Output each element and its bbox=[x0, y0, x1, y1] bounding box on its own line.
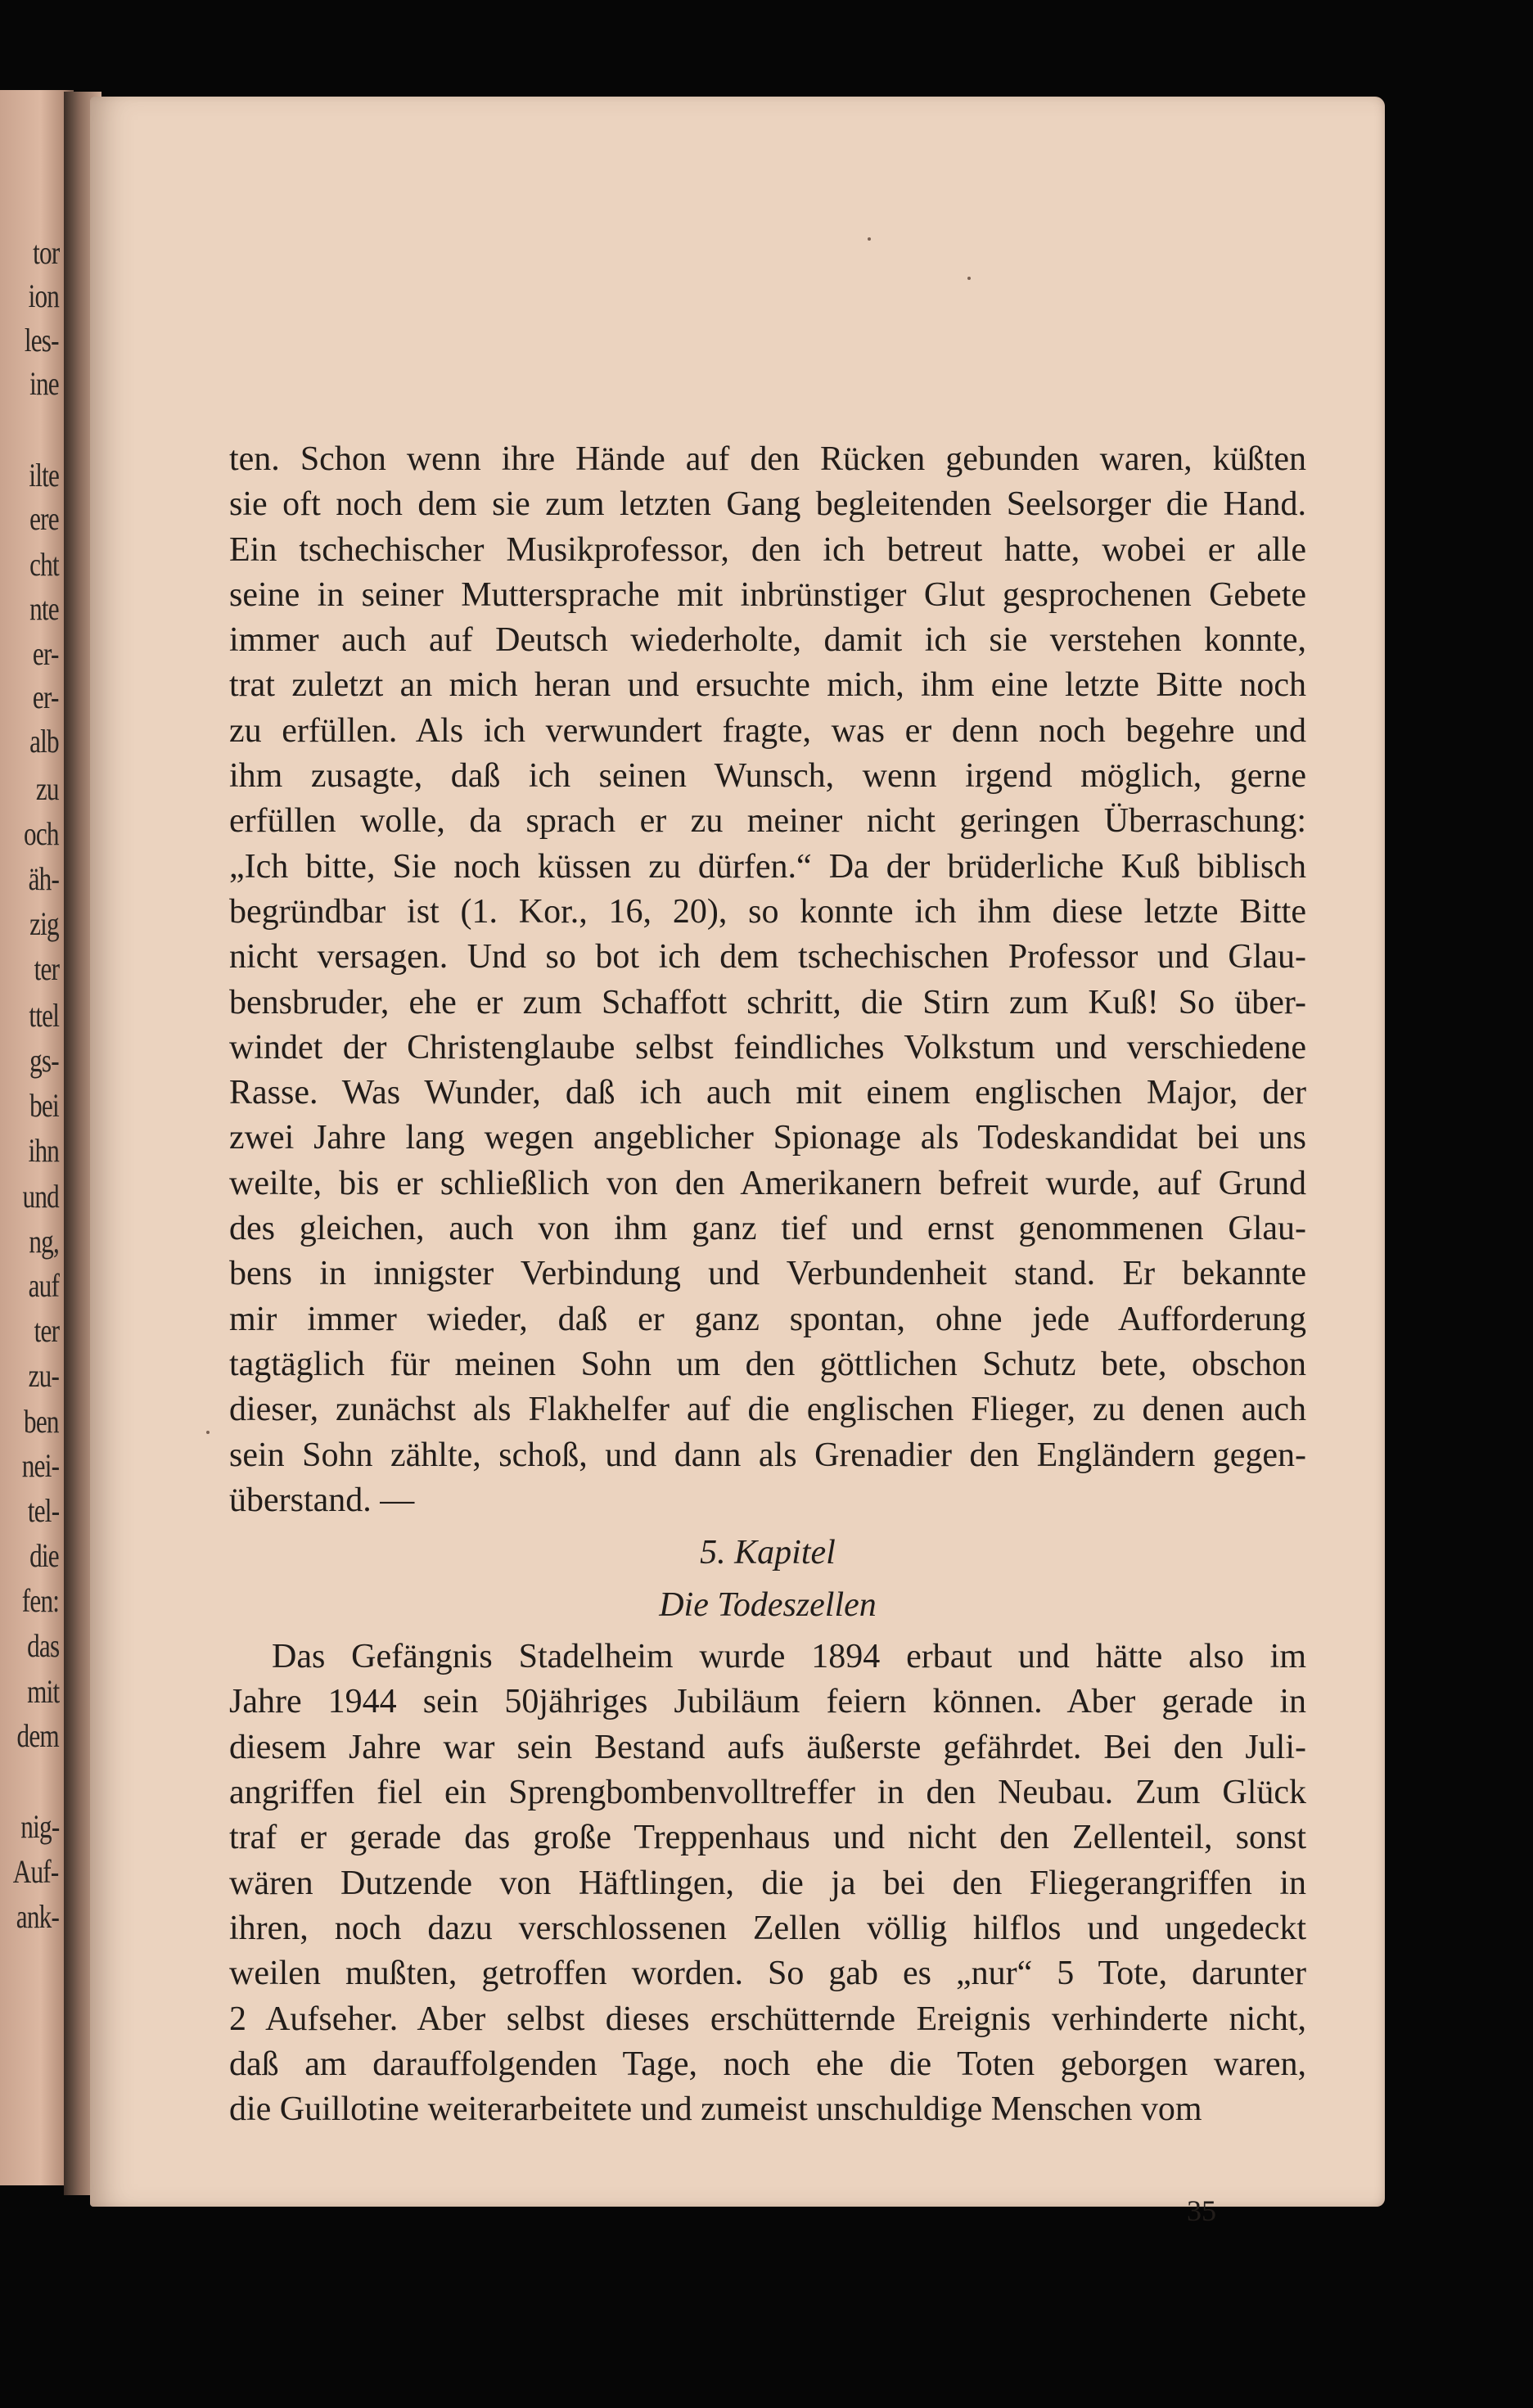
text-line: sein Sohn zählte, schoß, und dann als Grenadier den Engländern gegen- bbox=[229, 1436, 1306, 1474]
text-line: ihm zusagte, daß ich seinen Wunsch, wenn irgend möglich, gerne bbox=[229, 757, 1306, 796]
left-page-edge bbox=[0, 90, 74, 2185]
text-line: die Guillotine weiterarbeitete und zumeist unschuldige Menschen vom bbox=[229, 2090, 1202, 2129]
left-page-word: ihn bbox=[28, 1132, 59, 1169]
left-page-word: ttel bbox=[29, 997, 59, 1034]
left-page-word: zu bbox=[36, 770, 59, 807]
text-line: diesem Jahre war sein Bestand aufs äußerste gefährdet. Bei den Juli- bbox=[229, 1728, 1306, 1766]
left-page-word: zig bbox=[29, 905, 59, 942]
left-page-word: er- bbox=[33, 679, 59, 715]
paper-speck bbox=[967, 277, 971, 280]
text-line: erfüllen wolle, da sprach er zu meiner nicht geringen Überraschung: bbox=[229, 802, 1306, 841]
chapter-number: 5. Kapitel bbox=[700, 1534, 836, 1572]
text-line: überstand. — bbox=[229, 1481, 415, 1519]
right-page bbox=[90, 97, 1385, 2227]
left-page-word: zu- bbox=[28, 1357, 59, 1394]
text-line: bensbruder, ehe er zum Schaffott schritt, die Stirn zum Kuß! So über- bbox=[229, 983, 1306, 1021]
left-page-word: ere bbox=[29, 500, 59, 537]
left-page-word: alb bbox=[29, 723, 59, 760]
text-line: des gleichen, auch von ihm ganz tief und ernst genommenen Glau- bbox=[229, 1210, 1306, 1248]
left-page-word: ter bbox=[34, 1312, 59, 1349]
left-page-word: ben bbox=[24, 1403, 59, 1440]
text-line: seine in seiner Muttersprache mit inbrünstiger Glut gesprochenen Gebete bbox=[229, 575, 1306, 614]
left-page-word: nig- bbox=[20, 1808, 59, 1845]
left-page-word: das bbox=[26, 1627, 59, 1664]
left-page-word: tel- bbox=[27, 1492, 59, 1529]
text-line: bens in innigster Verbindung und Verbundenheit stand. Er bekannte bbox=[229, 1255, 1306, 1293]
text-line: Ein tschechischer Musikprofessor, den ich betreut hatte, wobei er alle bbox=[229, 530, 1306, 569]
left-page-word: äh- bbox=[28, 860, 59, 897]
text-line: ten. Schon wenn ihre Hände auf den Rücken gebunden waren, küßten bbox=[229, 440, 1306, 478]
left-page-word: dem bbox=[16, 1717, 59, 1754]
text-line: begründbar ist (1. Kor., 16, 20), so konnte ich ihm diese letzte Bitte bbox=[229, 892, 1306, 931]
left-page-word: und bbox=[22, 1178, 59, 1215]
left-page-word: Auf- bbox=[13, 1853, 59, 1890]
left-page-word: gs- bbox=[29, 1042, 59, 1079]
left-page-word: nte bbox=[29, 590, 59, 627]
text-line: tagtäglich für meinen Sohn um den göttlichen Schutz bete, obschon bbox=[229, 1345, 1306, 1383]
text-line: „Ich bitte, Sie noch küssen zu dürfen.“ Da der brüderliche Kuß biblisch bbox=[229, 847, 1306, 886]
left-page-word: auf bbox=[28, 1267, 59, 1304]
text-line: mir immer wieder, daß er ganz spontan, ohne jede Aufforderung bbox=[229, 1300, 1306, 1338]
text-line: angriffen fiel ein Sprengbombenvolltreffer in den Neubau. Zum Glück bbox=[229, 1774, 1306, 1812]
text-line: weilen mußten, getroffen worden. So gab es „nur“ 5 Tote, darunter bbox=[229, 1955, 1306, 1993]
text-line: weilte, bis er schließlich von den Amerikanern befreit wurde, auf Grund bbox=[229, 1164, 1306, 1202]
left-page-word: ng, bbox=[29, 1223, 59, 1260]
left-page-word: die bbox=[29, 1537, 59, 1574]
left-page-word: ion bbox=[28, 277, 59, 314]
paper-speck bbox=[868, 237, 871, 241]
left-page-word: tor bbox=[32, 234, 59, 271]
text-line: immer auch auf Deutsch wiederholte, damit ich sie verstehen konnte, bbox=[229, 621, 1306, 660]
text-line: wären Dutzende von Häftlingen, die ja bei den Fliegerangriffen in bbox=[229, 1864, 1306, 1902]
chapter-title: Die Todeszellen bbox=[659, 1586, 877, 1625]
text-line: nicht versagen. Und so bot ich dem tschechischen Professor und Glau- bbox=[229, 938, 1306, 976]
left-page-word: ank- bbox=[16, 1898, 59, 1935]
paper-speck bbox=[206, 1431, 210, 1434]
text-line: trat zuletzt an mich heran und ersuchte mich, ihm eine letzte Bitte noch bbox=[229, 666, 1306, 705]
text-line: ihren, noch dazu verschlossenen Zellen völlig hilflos und ungedeckt bbox=[229, 1909, 1306, 1947]
left-page-word: ine bbox=[29, 365, 59, 402]
paragraph bbox=[229, 1635, 1306, 2132]
left-page-word: nei- bbox=[21, 1447, 59, 1484]
left-page-word: er- bbox=[33, 635, 59, 672]
text-line: daß am darauffolgenden Tage, noch ehe die Toten geborgen waren, bbox=[229, 2045, 1306, 2083]
left-page-word: cht bbox=[29, 546, 59, 583]
left-page-word: mit bbox=[26, 1673, 59, 1710]
paragraph bbox=[229, 437, 1306, 1523]
left-page-word: ter bbox=[34, 950, 59, 987]
left-page-word: fen: bbox=[21, 1582, 59, 1619]
text-line: traf er gerade das große Treppenhaus und nicht den Zellenteil, sonst bbox=[229, 1819, 1306, 1857]
page-text bbox=[229, 437, 1306, 2132]
left-page-word: bei bbox=[29, 1087, 59, 1124]
left-page-word: les- bbox=[25, 322, 59, 358]
text-line: dieser, zunächst als Flakhelfer auf die englischen Flieger, zu denen auch bbox=[229, 1391, 1306, 1429]
text-line: zu erfüllen. Als ich verwundert fragte, was er denn noch begehre und bbox=[229, 711, 1306, 750]
text-line: sie oft noch dem sie zum letzten Gang begleitenden Seelsorger die Hand. bbox=[229, 485, 1306, 524]
left-page-word: ilte bbox=[29, 457, 59, 494]
text-line: zwei Jahre lang wegen angeblicher Spionage als Todeskandidat bei uns bbox=[229, 1119, 1306, 1157]
text-line: Rasse. Was Wunder, daß ich auch mit einem englischen Major, der bbox=[229, 1074, 1306, 1112]
text-line: 2 Aufseher. Aber selbst dieses erschütternde Ereignis verhinderte nicht, bbox=[229, 2000, 1306, 2038]
text-line: Das Gefängnis Stadelheim wurde 1894 erbaut und hätte also im bbox=[272, 1638, 1306, 1676]
page-number: 35 bbox=[1187, 2194, 1216, 2227]
text-line: windet der Christenglaube selbst feindliches Volkstum und verschiedene bbox=[229, 1028, 1306, 1066]
left-page-word: och bbox=[24, 815, 59, 852]
text-line: Jahre 1944 sein 50jähriges Jubiläum feiern können. Aber gerade in bbox=[229, 1683, 1306, 1721]
